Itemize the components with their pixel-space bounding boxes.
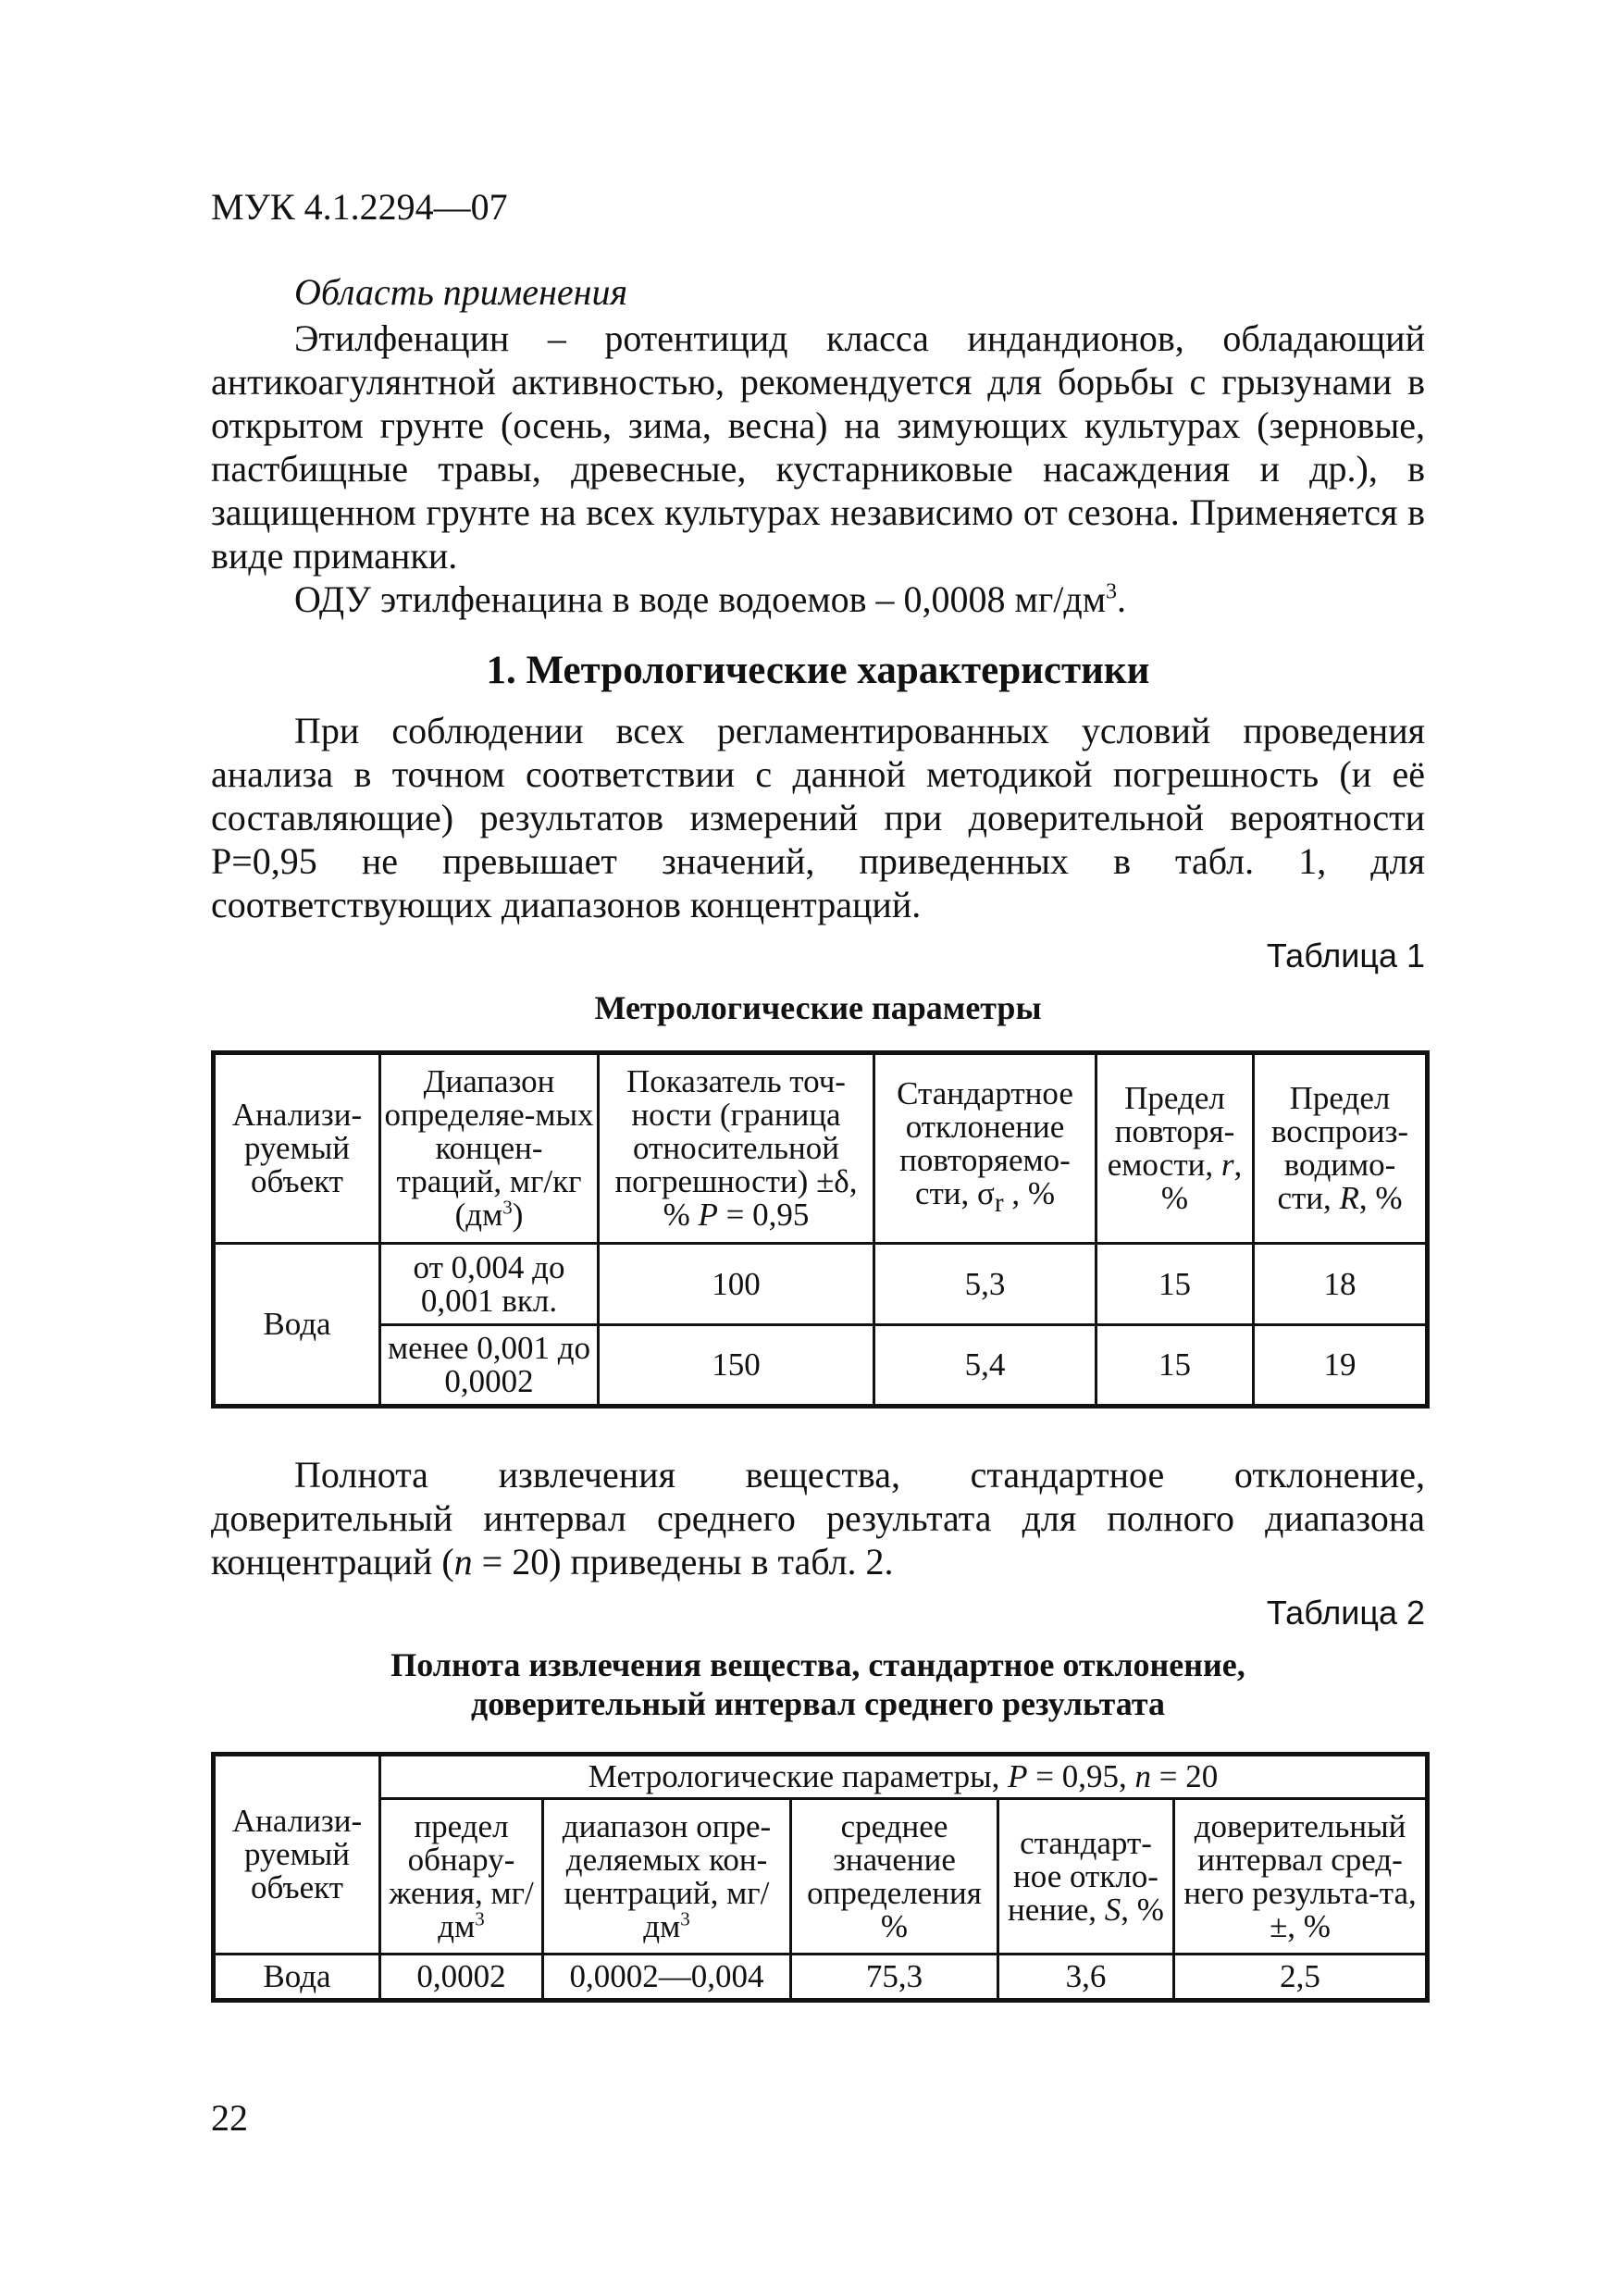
table1-repeat-cell: 15 (1096, 1244, 1254, 1325)
table2-header-range: диапазон опре-деляемых кон-центраций, $мг/дм^3$ (543, 1799, 791, 1955)
odu-text: ОДУ этилфенацина в воде водоемов – 0,0008 мг/дм (294, 578, 1107, 620)
recovery-paragraph: Полнота извлечения вещества, стандартное отклонение, доверительный интервал среднего результата для полного диапазона концентраций (n = 20) приведены в табл. 2. (211, 1454, 1425, 1582)
table2-ci-cell: 2,5 (1174, 1955, 1428, 2001)
table1-repeat-cell: 15 (1096, 1325, 1254, 1407)
table2-header-group: Метрологические параметры, Р = 0,95, n = 20 (380, 1755, 1428, 1799)
table1-std-cell: 5,4 (874, 1325, 1096, 1407)
odu-end: . (1117, 578, 1127, 620)
table1-header-repeatability: Предел повторя-емости, r, % (1096, 1053, 1254, 1244)
table1-header-range: Диапазон определяе-мых концен-траций, мг/кг $(дм^3)$ (380, 1053, 599, 1244)
table1-accuracy-cell: 150 (599, 1325, 874, 1407)
table2-title-line2: доверительный интервал среднего результата (471, 1685, 1165, 1722)
page-number: 22 (211, 2097, 248, 2139)
table2-header-mean: среднее значение определения % (791, 1799, 998, 1955)
table2-std-cell: 3,6 (998, 1955, 1174, 2001)
table2-group-header-row (214, 1755, 1428, 1799)
table-row (214, 1325, 1428, 1407)
odu-superscript: 3 (1106, 579, 1118, 604)
table2-number: Таблица 2 (1266, 1594, 1425, 1632)
table1-object-cell: Вода (214, 1244, 380, 1407)
table1-reproduce-cell: 18 (1254, 1244, 1428, 1325)
table-row (214, 1955, 1428, 2001)
table2-range-cell: 0,0002—0,004 (543, 1955, 791, 2001)
table1-header-object: Анализи-руемый объект (214, 1053, 380, 1244)
table2-header-std: стандарт-ное откло-нение, S, % (998, 1799, 1174, 1955)
recovery-table (211, 1752, 1430, 2003)
table2-header-object: Анализи-руемый объект (214, 1755, 380, 1955)
table1-header-row (214, 1053, 1428, 1244)
table2-detect-cell: 0,0002 (380, 1955, 543, 2001)
table1-header-accuracy: Показатель точ-ности (граница относительной погрешности) ±δ, % Р = 0,95 (599, 1053, 874, 1244)
table1-title: Метрологические параметры (594, 989, 1042, 1026)
odu-paragraph (211, 577, 1425, 621)
metrology-table (211, 1050, 1430, 1409)
table2-title-line1: Полнота извлечения вещества, стандартное отклонение, (390, 1646, 1245, 1683)
table1-range-cell: менее 0,001 до 0,0002 (380, 1325, 599, 1407)
table-row (214, 1244, 1428, 1325)
table1-range-cell: от 0,004 до 0,001 вкл. (380, 1244, 599, 1325)
section-heading: 1. Метрологические характеристики (486, 649, 1150, 692)
table1-header-std: Стандартное отклонение повторяемо-сти, $\sigma_r$ , % (874, 1053, 1096, 1244)
table1-number: Таблица 1 (1266, 937, 1425, 974)
table2-mean-cell: 75,3 (791, 1955, 998, 2001)
table2-title (211, 1645, 1425, 1723)
scope-label: Область применения (294, 271, 628, 313)
table2-header-row (214, 1799, 1428, 1955)
table1-header-reproducibility: Предел воспроиз-водимо-сти, R, % (1254, 1053, 1428, 1244)
table2-object-cell: Вода (214, 1955, 380, 2001)
table1-reproduce-cell: 19 (1254, 1325, 1428, 1407)
table2-header-ci: доверительный интервал сред-него результа-та, ±, % (1174, 1799, 1428, 1955)
document-code: МУК 4.1.2294—07 (211, 186, 508, 228)
metrology-paragraph: При соблюдении всех регламентированных условий проведения анализа в точном соответствии с данной методикой погрешность (и её составляющие) результатов измерений при доверительной вероятности Р=0,95 не превышает значений, приведенных в табл. 1, для соответствующих диапазонов концентраций. (211, 710, 1425, 925)
scope-paragraph: Этилфенацин – ротентицид класса индандионов, обладающий антикоагулянтной активностью, рекомендуется для борьбы с грызунами в открытом грунте (осень, зима, весна) на зимующих культурах (зерновые, пастбищные травы, древесные, кустарниковые насаждения и др.), в защищенном грунте на всех культурах независимо от сезона. Применяется в виде приманки. (211, 317, 1425, 577)
table1-accuracy-cell: 100 (599, 1244, 874, 1325)
table2-header-detection: предел обнару-жения, $мг/дм^3$ (380, 1799, 543, 1955)
table1-std-cell: 5,3 (874, 1244, 1096, 1325)
